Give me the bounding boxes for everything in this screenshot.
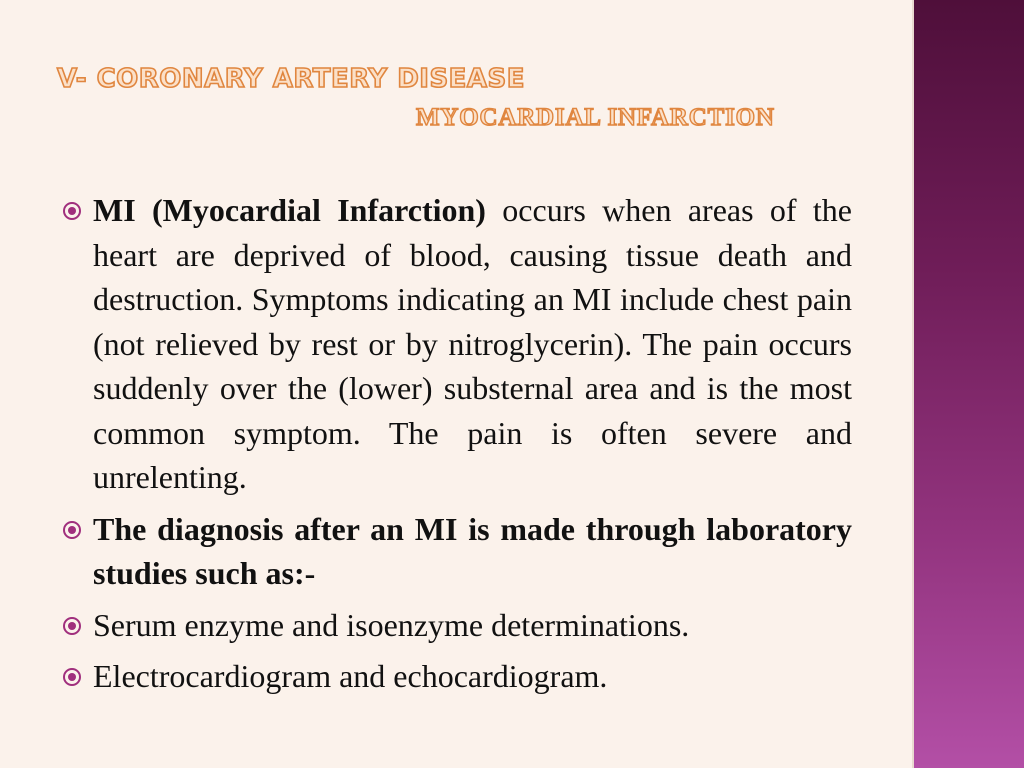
- slide-title: V- CORONARY ARTERY DISEASE: [57, 64, 526, 94]
- serum-enzyme-text: Serum enzyme and isoenzyme determinations.: [93, 606, 690, 643]
- definition-text: occurs when areas of the heart are deprived of blood, causing tissue death and destruction. Symptoms indicating an MI include chest pain (not relieved by rest or by nitroglycerin). The pain occurs suddenly over the (lower) substernal area and is the most common symptom. The pain is often severe and unrelenting.: [93, 192, 853, 495]
- bullet-item-ecg: [60, 654, 852, 699]
- diagnosis-text: The diagnosis after an MI is made through laboratory studies such as:-: [93, 510, 852, 591]
- bullet-item-diagnosis: [60, 507, 852, 596]
- circle-dot-bullet-icon: [63, 521, 81, 539]
- circle-dot-bullet-icon: [63, 668, 81, 686]
- circle-dot-bullet-icon: [63, 617, 81, 635]
- slide-subtitle: MYOCARDIAL INFARCTION: [416, 104, 775, 131]
- bullet-item-definition: [60, 188, 852, 500]
- term-lead: MI (Myocardial Infarction): [93, 192, 486, 228]
- circle-dot-bullet-icon: [63, 202, 81, 220]
- decorative-side-band: [912, 0, 1024, 768]
- bullet-list: [60, 188, 852, 699]
- ecg-text: Electrocardiogram and echocardiogram.: [93, 658, 608, 694]
- bullet-item-serum-enzyme: [60, 603, 852, 648]
